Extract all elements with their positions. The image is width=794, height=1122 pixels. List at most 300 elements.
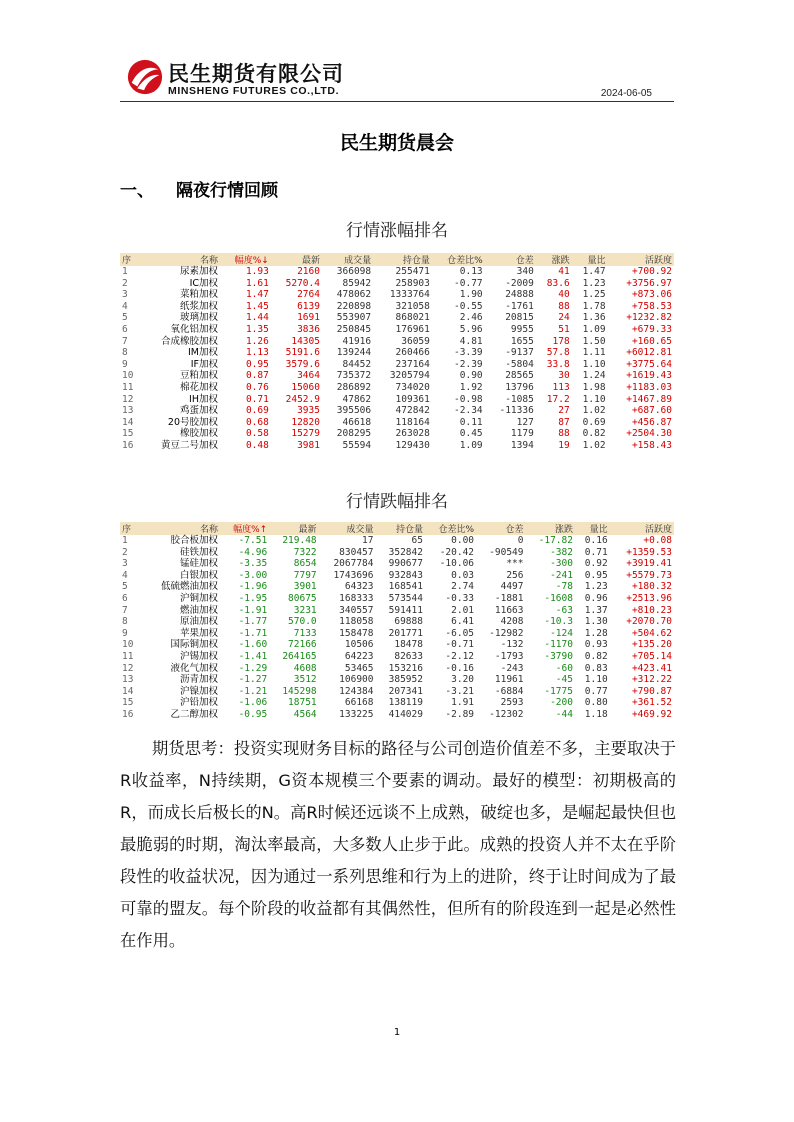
table-cell: -1085 [505,393,534,405]
table-cell: 沪镍加权 [179,685,218,697]
table-cell: 20815 [505,312,534,324]
table-cell: 118058 [339,616,374,628]
table-cell: 47862 [342,393,372,405]
table-row[interactable] [120,581,674,593]
table-cell: 85942 [342,277,372,289]
table-cell: 33.8 [546,358,570,370]
table-cell: -124 [550,627,573,639]
table-cell: 1.23 [584,581,608,593]
table-cell: 66168 [344,697,374,709]
table-cell: 9 [122,627,128,639]
table-cell: -3.35 [238,558,268,570]
table-cell: 0.87 [245,370,269,382]
table-cell: 1743696 [333,569,374,581]
table-cell: 4564 [293,708,317,720]
table-cell: 1691 [297,312,320,324]
table-cell: 118164 [395,416,430,428]
table-cell: 2593 [500,697,524,709]
table-row[interactable] [120,628,674,640]
table-cell: 14 [122,685,134,697]
table-cell: 178 [552,335,570,347]
table-cell: -1.29 [238,662,268,674]
table-cell: 2.74 [451,581,475,593]
table-cell: 1 [122,535,128,546]
table-cell: 53465 [344,662,374,674]
table-cell: 201771 [388,627,423,639]
table-cell: 385952 [388,674,423,686]
table-cell: 139244 [336,347,372,359]
table-cell: -20.42 [439,546,475,558]
table-cell: 豆粕加权 [179,370,218,382]
table-cell: 3231 [293,604,317,616]
table-cell: -3.21 [445,685,475,697]
table-cell: 1.37 [584,604,608,616]
table-cell: 591411 [388,604,423,616]
report-date: 2024-06-05 [600,88,652,99]
table-cell: 207341 [388,685,423,697]
table-cell: 黄豆二号加权 [160,439,218,451]
table-cell: 7 [122,335,128,347]
table-cell: +180.32 [631,581,672,593]
table-cell: +5579.73 [626,569,672,581]
table-cell: 1394 [510,439,534,451]
table-cell: -9137 [505,347,534,359]
column-header[interactable]: 成交量 [322,253,373,266]
table-cell: -2.89 [445,708,475,720]
table-cell: 0.16 [584,535,608,546]
table-cell: 3579.6 [285,358,320,370]
table-cell: 0.71 [584,546,608,558]
table-cell: 168333 [339,592,374,604]
table-cell: 1.09 [459,439,483,451]
table-row[interactable] [120,336,674,348]
table-cell: 7 [122,604,128,616]
column-header[interactable]: 名称 [140,522,220,535]
table-row[interactable] [120,639,674,651]
down-rank-table [120,522,674,721]
table-row[interactable] [120,347,674,359]
table-cell: +0.08 [643,535,672,546]
table-cell: 11 [122,650,134,662]
table-cell: 20号胶加权 [167,416,218,428]
table-cell: 17.2 [546,393,570,405]
table-cell: 2160 [297,266,320,277]
table-cell: 395506 [336,405,372,417]
table-cell: -0.55 [454,300,483,312]
table-cell: 80675 [288,592,317,604]
table-cell: -44 [555,708,573,720]
table-cell: -241 [550,569,573,581]
table-cell: 纸浆加权 [179,300,218,312]
table-cell: -200 [550,697,573,709]
table-cell: -3790 [544,650,573,662]
table-cell: +2504.30 [626,428,672,440]
column-header[interactable]: 序 [120,522,140,535]
table-cell: 1179 [510,428,534,440]
table-cell: 735372 [336,370,372,382]
column-header[interactable]: 最新 [269,522,318,535]
table-cell: 3901 [293,581,317,593]
column-header[interactable]: 量比 [575,522,610,535]
table-cell: +312.22 [631,674,672,686]
table-cell: -3.00 [238,569,268,581]
company-logo-icon [126,58,164,96]
table-cell: 17 [362,535,374,546]
table-cell: -0.33 [445,592,475,604]
table-cell: 0.69 [582,416,606,428]
table-cell: 1.91 [451,697,475,709]
table-cell: 1.02 [582,439,606,451]
table-cell: 2 [122,546,128,558]
table-cell: 219.48 [282,535,317,546]
table-cell: 0 [517,535,524,546]
table-cell: 10506 [344,639,374,651]
table-cell: 27 [558,405,570,417]
column-header[interactable]: 最新 [271,253,322,266]
column-header[interactable]: 仓差 [476,522,525,535]
table-cell: -90549 [489,546,524,558]
table-cell: 1.90 [459,289,483,301]
table-row[interactable] [120,709,674,721]
table-row[interactable] [120,394,674,406]
table-cell: +6012.81 [626,347,672,359]
table-cell: 1.25 [582,289,606,301]
table-cell: 液化气加权 [170,662,218,674]
table-cell: -1.06 [238,697,268,709]
column-header[interactable]: 名称 [140,253,220,266]
down-table-title: 行情跌幅排名 [346,492,448,512]
table-cell: -17.82 [538,535,573,546]
table-row[interactable] [120,440,674,452]
table-cell: -2.34 [454,405,483,417]
table-cell: 124384 [339,685,374,697]
table-cell: 1.44 [245,312,269,324]
table-cell: 264165 [282,650,317,662]
table-cell: 1.35 [245,323,269,335]
table-cell: 燃油加权 [179,604,218,616]
table-cell: -243 [500,662,524,674]
table-cell: 138119 [388,697,423,709]
table-cell: 41916 [342,335,372,347]
table-cell: +3919.41 [626,558,672,570]
table-cell: 5 [122,581,128,593]
table-cell: 830457 [339,546,374,558]
table-cell: 478062 [336,289,372,301]
table-cell: 1.47 [582,266,606,277]
table-cell: 0.90 [459,370,483,382]
table-cell: 低硫燃油加权 [160,581,218,593]
table-cell: +361.52 [631,697,672,709]
table-cell: 57.8 [546,347,570,359]
table-cell: 82633 [394,650,423,662]
table-cell: 65 [411,535,423,546]
table-cell: 24888 [505,289,534,301]
table-cell: 国际铜加权 [170,639,218,651]
table-cell: 6 [122,592,128,604]
table-cell: 沪铅加权 [179,697,218,709]
table-cell: 129430 [395,439,430,451]
table-cell: 7322 [293,546,317,558]
table-cell: 0.76 [245,381,269,393]
table-row[interactable] [120,289,674,301]
table-cell: 合成橡胶加权 [160,335,218,347]
table-row[interactable] [120,605,674,617]
table-cell: 1.26 [245,335,269,347]
table-cell: 2.46 [459,312,483,324]
table-cell: -1881 [494,592,524,604]
table-cell: 0.83 [584,662,608,674]
page-title: 民生期货晨会 [339,132,454,154]
table-cell: 256 [506,569,524,581]
column-header[interactable]: 活跃度 [608,253,674,266]
table-row[interactable] [120,301,674,313]
table-cell: 沥青加权 [179,674,218,686]
table-cell: 1.10 [582,393,606,405]
table-cell: 340 [516,266,534,277]
table-cell: 6 [122,323,128,335]
table-row[interactable] [120,570,674,582]
table-cell: 366098 [336,266,372,277]
table-cell: IF加权 [190,358,218,370]
table-cell: 3 [122,558,128,570]
table-cell: +758.53 [631,300,672,312]
table-cell: +504.62 [631,627,672,639]
table-cell: 1.92 [459,381,483,393]
column-header[interactable]: 涨跌 [536,253,572,266]
table-row[interactable] [120,616,674,628]
table-cell: 340557 [339,604,374,616]
table-cell: 沪铜加权 [179,592,218,604]
table-cell: 1.50 [582,335,606,347]
table-cell: 0.96 [584,592,608,604]
table-row[interactable] [120,535,674,547]
table-cell: 321058 [395,300,430,312]
table-cell: 4 [122,569,128,581]
table-row[interactable] [120,370,674,382]
table-cell: -1.91 [238,604,268,616]
table-cell: 573544 [388,592,423,604]
table-row[interactable] [120,312,674,324]
table-cell: 109361 [395,393,430,405]
table-cell: 1.18 [584,708,608,720]
table-cell: 255471 [395,266,430,277]
table-cell: -60 [555,662,573,674]
table-cell: -1.96 [238,581,268,593]
table-cell: 260466 [395,347,430,359]
table-cell: 3.20 [451,674,475,686]
table-cell: *** [506,558,524,570]
table-cell: +2513.96 [626,592,672,604]
table-cell: -0.16 [445,662,475,674]
table-row[interactable] [120,359,674,371]
table-row[interactable] [120,558,674,570]
column-header[interactable]: 持仓量 [376,522,425,535]
table-cell: -3.39 [454,347,483,359]
table-cell: 15060 [291,381,320,393]
table-cell: 30 [558,370,570,382]
column-header[interactable]: 活跃度 [610,522,674,535]
table-cell: 乙二醇加权 [170,708,218,720]
table-cell: +2070.70 [626,616,672,628]
table-cell: 414029 [388,708,423,720]
table-cell: 237164 [395,358,430,370]
column-header[interactable]: 量比 [572,253,608,266]
table-cell: 55594 [342,439,372,451]
table-cell: 570.0 [288,616,317,628]
table-cell: -5804 [505,358,534,370]
table-cell: 220898 [336,300,372,312]
table-cell: 176961 [395,323,430,335]
table-cell: 7797 [293,569,317,581]
table-cell: 8 [122,616,128,628]
table-cell: 11663 [494,604,524,616]
table-cell: -1761 [505,300,534,312]
table-cell: 0.77 [584,685,608,697]
table-cell: 1.23 [582,277,606,289]
table-cell: 0.68 [245,416,269,428]
table-cell: 13 [122,405,134,417]
table-cell: 0.71 [245,393,269,405]
table-header-row [120,522,674,535]
table-cell: 0.95 [584,569,608,581]
table-row[interactable] [120,324,674,336]
table-cell: 沪锡加权 [179,650,218,662]
table-row[interactable] [120,547,674,559]
table-cell: 2 [122,277,128,289]
table-cell: 553907 [336,312,372,324]
table-cell: 原油加权 [179,616,218,628]
table-cell: 1.13 [245,347,269,359]
table-cell: 263028 [395,428,430,440]
table-cell: 菜粕加权 [179,289,218,301]
company-name-en: MINSHENG FUTURES CO.,LTD. [168,85,340,97]
table-cell: 1.02 [582,405,606,417]
table-cell: 0.69 [245,405,269,417]
column-header[interactable]: 仓差比% [425,522,476,535]
table-cell: 2764 [297,289,320,301]
table-cell: 5 [122,312,128,324]
table-cell: 1.28 [584,627,608,639]
table-cell: -1.77 [238,616,268,628]
column-header[interactable]: 持仓量 [373,253,432,266]
table-cell: 41 [558,266,570,277]
table-cell: IC加权 [189,277,218,289]
table-cell: 1.09 [582,323,606,335]
table-cell: +423.41 [631,662,672,674]
table-row[interactable] [120,663,674,675]
table-cell: 3836 [297,323,320,335]
table-row[interactable] [120,686,674,698]
column-header[interactable]: 涨跌 [526,522,575,535]
column-header[interactable]: 仓差比% [432,253,485,266]
column-header[interactable]: 成交量 [319,522,376,535]
table-row[interactable] [120,593,674,605]
table-cell: +790.87 [631,685,672,697]
table-cell: -1.41 [238,650,268,662]
column-header[interactable]: 序 [120,253,140,266]
table-cell: 113 [552,381,570,393]
table-header-row [120,253,674,266]
table-cell: -12302 [489,708,524,720]
table-cell: 3464 [297,370,320,382]
table-cell: 鸡蛋加权 [179,405,218,417]
header-divider [120,101,674,102]
table-cell: -12982 [489,627,524,639]
table-cell: 1655 [510,335,534,347]
table-cell: 1.10 [582,358,606,370]
company-name-cn: 民生期货有限公司 [168,62,344,86]
table-row[interactable] [120,417,674,429]
table-cell: 9 [122,358,128,370]
table-cell: 1.98 [582,381,606,393]
table-row[interactable] [120,674,674,686]
table-cell: 64223 [344,650,374,662]
table-cell: 锰硅加权 [179,558,218,570]
table-cell: 4.81 [459,335,483,347]
table-cell: 932843 [388,569,423,581]
table-cell: 4208 [500,616,524,628]
column-header[interactable]: 仓差 [485,253,536,266]
table-cell: 4608 [293,662,317,674]
table-cell: +687.60 [631,405,672,417]
table-cell: -1.21 [238,685,268,697]
table-cell: -2.12 [445,650,475,662]
table-cell: 18751 [288,697,317,709]
table-cell: 15279 [291,428,320,440]
table-cell: 11 [122,381,134,393]
table-cell: -10.3 [544,616,573,628]
table-row[interactable] [120,651,674,663]
table-cell: 3935 [297,405,320,417]
table-cell: 8654 [293,558,317,570]
table-cell: -1.95 [238,592,268,604]
table-cell: 84452 [342,358,372,370]
table-row[interactable] [120,266,674,278]
table-row[interactable] [120,278,674,290]
table-cell: 19 [558,439,570,451]
table-cell: -1.60 [238,639,268,651]
table-cell: 734020 [395,381,430,393]
table-row[interactable] [120,697,674,709]
table-row[interactable] [120,405,674,417]
section-label: 隔夜行情回顾 [176,181,278,201]
table-cell: 3 [122,289,128,301]
table-cell: -1170 [544,639,573,651]
table-cell: 0.82 [584,650,608,662]
table-cell: 16 [122,708,134,720]
table-cell: -1793 [494,650,524,662]
table-cell: +135.20 [631,639,672,651]
column-header[interactable]: 幅度%↓ [220,253,271,266]
table-row[interactable] [120,382,674,394]
table-cell: 6.41 [451,616,475,628]
table-cell: -4.96 [238,546,268,558]
table-cell: 12 [122,393,134,405]
table-cell: +1183.03 [626,381,672,393]
table-cell: +469.92 [631,708,672,720]
table-row[interactable] [120,428,674,440]
table-cell: -6884 [494,685,524,697]
column-header[interactable]: 幅度%↑ [220,522,269,535]
letterhead [120,52,674,102]
table-cell: +160.65 [631,335,672,347]
table-cell: 69888 [394,616,423,628]
table-cell: -63 [555,604,573,616]
table-cell: 13 [122,674,134,686]
table-cell: 0.48 [245,439,269,451]
table-cell: 24 [558,312,570,324]
table-cell: IM加权 [188,347,218,359]
